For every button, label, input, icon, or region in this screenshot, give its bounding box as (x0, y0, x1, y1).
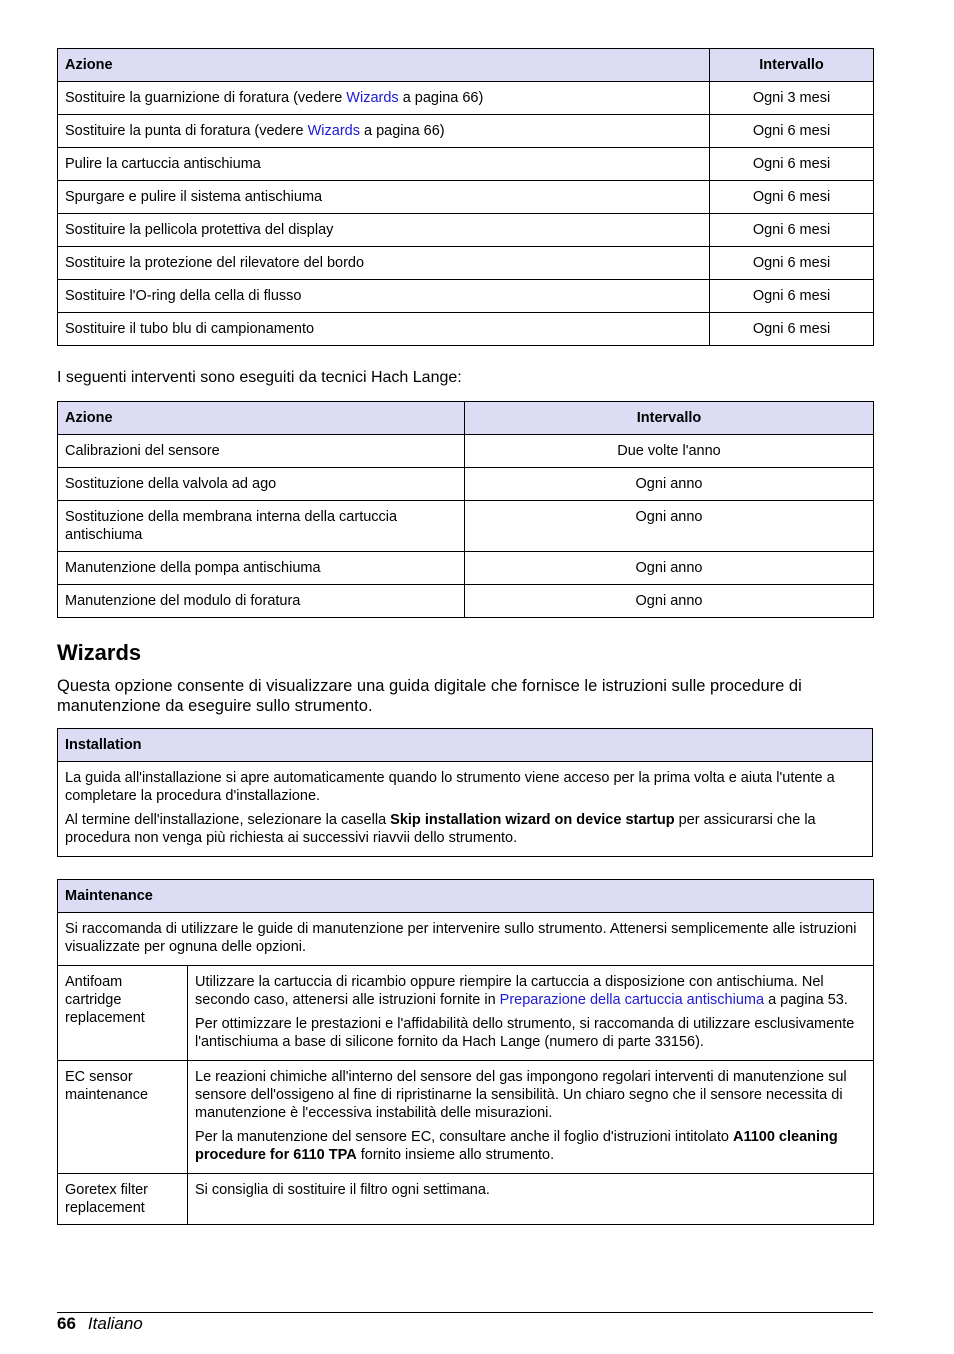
table-row (58, 1174, 874, 1225)
goretex-label: Goretex filter replacement (58, 1174, 188, 1225)
maintenance-table (57, 879, 874, 1225)
language-label: Italiano (87, 1314, 143, 1333)
antifoam-description: Utilizzare la cartuccia di ricambio oppure riempire la cartuccia a disposizione con antischiuma. Nel secondo caso, attenersi alle istruzioni fornite in Preparazione della cartuccia antischiuma a pagina 53. Per ottimizzare le prestazioni e l'affidabilità dello strumento, si raccomanda di utilizzare esclusivamente l'antischiuma a base di silicone fornito da Hach Lange (numero di parte 33156). (188, 966, 874, 1061)
page-content (57, 48, 873, 1225)
table-row (58, 552, 874, 585)
wizards-link[interactable]: Wizards (307, 123, 360, 139)
action-cell: Manutenzione del modulo di foratura (58, 585, 465, 618)
interval-cell: Ogni anno (465, 468, 874, 501)
table-row (58, 115, 874, 148)
action-cell: Spurgare e pulire il sistema antischiuma (58, 181, 710, 214)
table-row (58, 1061, 874, 1174)
interval-cell: Ogni 6 mesi (710, 115, 874, 148)
table-header-row (58, 880, 874, 913)
section-title: Wizards (57, 640, 142, 665)
ec-sensor-description: Le reazioni chimiche all'interno del sensore del gas impongono regolari interventi di manutenzione sul sensore dell'ossigeno al fine di ripristinarne la sensibilità. Un chiaro segno che il sensore necessita di manutenzione è l'eccessiva instabilità delle misurazioni. Per la manutenzione del sensore EC, consultare anche il foglio d'istruzioni intitolato A1100 cleaning procedure for 6110 TPA fornito insieme allo strumento. (188, 1061, 874, 1174)
skip-wizard-option: Skip installation wizard on device startup (390, 812, 675, 828)
table-row (58, 468, 874, 501)
installation-table (57, 728, 873, 857)
table-row (58, 585, 874, 618)
section-paragraph: Questa opzione consente di visualizzare una guida digitale che fornisce le istruzioni sulle procedure di manutenzione da eseguire sullo strumento. (57, 677, 802, 715)
action-cell: Sostituzione della membrana interna della cartuccia antischiuma (58, 501, 465, 552)
action-cell: Sostituire il tubo blu di campionamento (58, 313, 710, 346)
antifoam-preparation-link[interactable]: Preparazione della cartuccia antischiuma (499, 992, 765, 1008)
action-cell: Sostituzione della valvola ad ago (58, 468, 465, 501)
ec-sensor-label: EC sensor maintenance (58, 1061, 188, 1174)
table-row (58, 181, 874, 214)
interval-cell: Ogni 6 mesi (710, 181, 874, 214)
installation-p1: La guida all'installazione si apre automaticamente quando lo strumento viene acceso per la prima volta e aiuta l'utente a completare la procedura d'installazione. (65, 770, 835, 804)
header-action: Azione (58, 402, 465, 435)
interval-cell: Ogni anno (465, 585, 874, 618)
installation-header: Installation (58, 729, 873, 762)
maintenance-schedule-table (57, 48, 874, 346)
wizards-link[interactable]: Wizards (346, 90, 399, 106)
page-footer (57, 1312, 873, 1334)
table-row (58, 313, 874, 346)
action-cell: Pulire la cartuccia antischiuma (58, 148, 710, 181)
maintenance-header: Maintenance (58, 880, 874, 913)
technician-schedule-table (57, 401, 874, 618)
action-cell: Sostituire la guarnizione di foratura (vedere Wizards a pagina 66) (58, 82, 710, 115)
interval-cell: Ogni 6 mesi (710, 280, 874, 313)
table-row (58, 148, 874, 181)
interval-cell: Ogni 6 mesi (710, 214, 874, 247)
interval-cell: Ogni 3 mesi (710, 82, 874, 115)
action-cell: Sostituire l'O-ring della cella di flusso (58, 280, 710, 313)
header-interval: Intervallo (710, 49, 874, 82)
action-cell: Sostituire la protezione del rilevatore del bordo (58, 247, 710, 280)
technician-intro-text: I seguenti interventi sono eseguiti da tecnici Hach Lange: (57, 369, 462, 386)
table-header-row (58, 402, 874, 435)
interval-cell: Ogni 6 mesi (710, 148, 874, 181)
table-row (58, 913, 874, 966)
table-row (58, 214, 874, 247)
table-row (58, 82, 874, 115)
table-row (58, 501, 874, 552)
installation-p2: Al termine dell'installazione, selezionare la casella Skip installation wizard on device startup per assicurarsi che la procedura non venga più richiesta ai successivi riavvii dello strumento. (65, 812, 816, 846)
table-row (58, 966, 874, 1061)
action-cell: Sostituire la punta di foratura (vedere Wizards a pagina 66) (58, 115, 710, 148)
action-cell: Manutenzione della pompa antischiuma (58, 552, 465, 585)
table-row (58, 762, 873, 857)
maintenance-intro: Si raccomanda di utilizzare le guide di manutenzione per intervenire sullo strumento. Attenersi semplicemente alle istruzioni visualizzate per ognuna delle opzioni. (58, 913, 874, 966)
table-header-row (58, 49, 874, 82)
interval-cell: Ogni 6 mesi (710, 247, 874, 280)
goretex-description: Si consiglia di sostituire il filtro ogni settimana. (188, 1174, 874, 1225)
antifoam-label: Antifoam cartridge replacement (58, 966, 188, 1061)
table-header-row (58, 729, 873, 762)
header-action: Azione (58, 49, 710, 82)
action-cell: Sostituire la pellicola protettiva del display (58, 214, 710, 247)
table-row (58, 247, 874, 280)
action-cell: Calibrazioni del sensore (58, 435, 465, 468)
table-row (58, 280, 874, 313)
installation-body (58, 762, 873, 857)
interval-cell: Due volte l'anno (465, 435, 874, 468)
table-row (58, 435, 874, 468)
interval-cell: Ogni anno (465, 501, 874, 552)
page-number: 66 (57, 1314, 76, 1333)
interval-cell: Ogni 6 mesi (710, 313, 874, 346)
header-interval: Intervallo (465, 402, 874, 435)
interval-cell: Ogni anno (465, 552, 874, 585)
